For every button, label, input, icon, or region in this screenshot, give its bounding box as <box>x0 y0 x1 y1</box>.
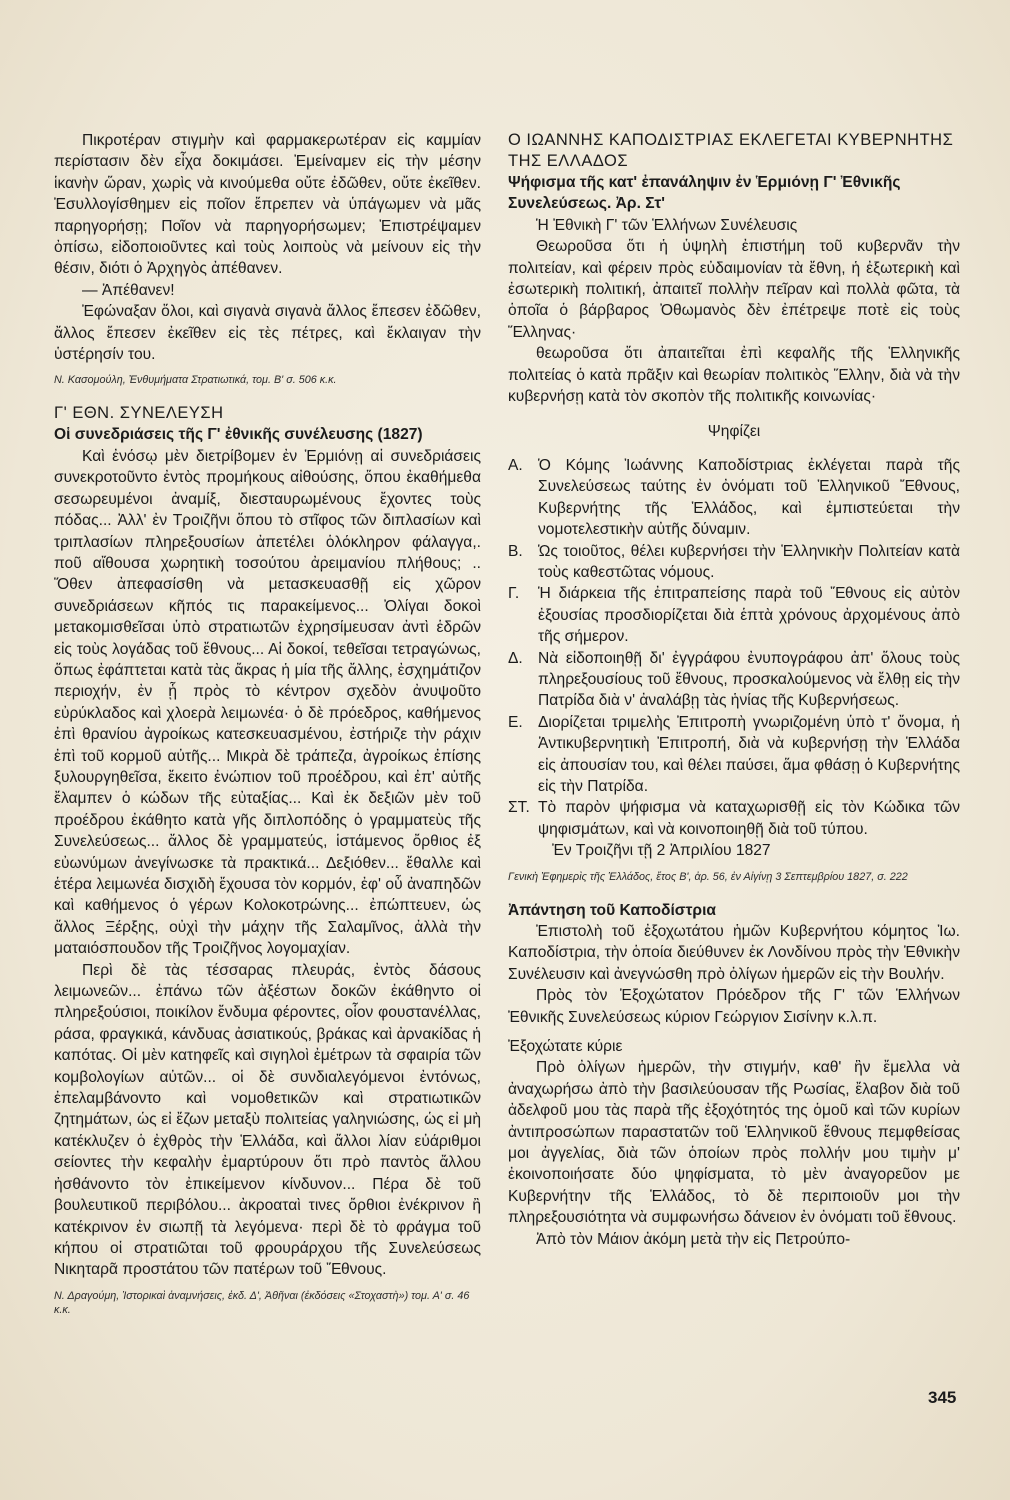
intro-paragraph-3: Ἐφώναξαν ὅλοι, καὶ σιγανὰ σιγανὰ ἄλλος ἔπεσεν ἐδῶθεν, ἄλλος ἔπεσεν ἐκεῖθεν εἰς τὲς πέτρες, καὶ ἔκλαιγαν τὴν ὑστέρησίν του. <box>54 303 481 364</box>
article-st <box>508 797 960 840</box>
decree-intro-1: Ἡ Ἐθνικὴ Γ' τῶν Ἑλλήνων Συνέλευσις <box>536 216 798 234</box>
article-text: Ἡ διάρκεια τῆς ἐπιτραπείσης παρὰ τοῦ Ἔθνους εἰς αὐτὸν ἐξουσίας προσδιορίζεται διὰ ἑπτὰ χρόνους ἀρχομένους ἀπὸ τῆς σήμερον. <box>538 585 960 646</box>
article-label: Ε. <box>508 713 523 731</box>
article-text: Διορίζεται τριμελὴς Ἐπιτροπὴ γνωριζομένη ὑπὸ τ' ὄνομα, ἡ Ἀντικυβερνητικὴ Ἐπιτροπή, διὰ νὰ κυβερνήσῃ τὴν Ἑλλάδα εἰς ἀπουσίαν του, καὶ θέλει παύσει, ἅμα φθάσῃ ὁ Κυβερνήτης εἰς τὴν Πατρίδα. <box>538 713 960 795</box>
subheading-synedriaseis: Οἱ συνεδριάσεις τῆς Γ' ἐθνικῆς συνέλευσης (1827) <box>54 426 423 444</box>
article-text: Ὡς τοιοῦτος, θέλει κυβερνήσει τὴν Ἑλληνικὴν Πολιτείαν κατὰ τοὺς καθεστῶτας νόμους. <box>538 542 960 581</box>
article-d <box>508 648 960 712</box>
article-text: Ὁ Κόμης Ἰωάννης Καποδίστριας ἐκλέγεται παρὰ τῆς Συνελεύσεως ταύτης ἐν ὀνόματι τοῦ Ἑλληνικοῦ Ἔθνους, Κυβερνήτης τῆς Ἑλλάδος, καὶ ἐμπιστεύεται τὴν νομοτελεστικὴν αὐτῆς δύναμιν. <box>538 456 960 539</box>
left-column <box>54 130 481 1333</box>
subheading-apantisi: Ἀπάντηση τοῦ Καποδίστρια <box>508 901 716 919</box>
decree-intro-2: Θεωροῦσα ὅτι ἡ ὑψηλὴ ἐπιστήμη τοῦ κυβερνᾶν τὴν πολιτείαν, καὶ φέρειν πρὸς εὐδαιμονίαν τὰ ἔθνη, ἡ ἐξωτερικὴ καὶ ἐσωτερικὴ πολιτική, ἀπαιτεῖ πολλὴν πεῖραν καὶ πολλὰ φῶτα, τὰ ὁποῖα ὁ βάρβαρος Ὀθωμανὸς δὲν ἐπέτρεψε ποτὲ εἰς τοὺς Ἕλληνας· <box>508 238 960 341</box>
article-label: Β. <box>508 542 523 560</box>
article-g <box>508 583 960 647</box>
article-label: Α. <box>508 456 523 474</box>
section-heading-kapodistrias: Ο ΙΩΑΝΝΗΣ ΚΑΠΟΔΙΣΤΡΙΑΣ ΕΚΛΕΓΕΤΑΙ ΚΥΒΕΡΝΗΤΗΣ ΤΗΣ ΕΛΛΑΔΟΣ <box>508 131 954 170</box>
article-text: Νὰ εἰδοποιηθῇ δι' ἐγγράφου ἐνυπογράφου ἀπ' ὅλους τοὺς πληρεξουσίους τοῦ ἔθνους, προσκαλούμενος νὰ ἔλθῃ εἰς τὴν Πατρίδα διὰ ν' ἀναλάβῃ τὰς ἡνίας τῆς Κυβερνήσεως. <box>538 649 960 710</box>
intro-paragraph-2: — Ἀπέθανεν! <box>82 281 175 299</box>
page-number: 345 <box>928 1388 957 1407</box>
citation-dragoumi: Ν. Δραγούμη, Ἱστορικαὶ ἀναμνήσεις, ἐκδ. Δ', Ἀθῆναι (ἐκδόσεις «Στοχαστὴ») τομ. Α' σ. 46 κ.κ. <box>54 1289 470 1316</box>
citation-kasomouli: Ν. Κασομούλη, Ἐνθυμήματα Στρατιωτικά, τομ. Β' σ. 506 κ.κ. <box>54 374 337 387</box>
citation-efimeris: Γενικὴ Ἐφημερὶς τῆς Ἑλλάδος, ἔτος Β', ἀρ. 56, ἐν Αἰγίνῃ 3 Σεπτεμβρίου 1827, σ. 222 <box>508 870 908 883</box>
body-paragraph-1: Καὶ ἐνόσῳ μὲν διετρίβομεν ἐν Ἑρμιόνῃ αἱ συνεδριάσεις συνεκροτοῦντο ἐντὸς προμήκους αἰθούσης, ὅπου ἐκαθήμεθα σεσωρευμένοι ἀναμίξ, διεσταυρωμένους ἔχοντες τοὺς πόδας... Ἀλλ' ἐν Τροιζῆνι ὅπου τὸ στῖφος τῶν διπλασίων καὶ τριπλασίων πληρεξουσίων ἀπετέλει ὁλόκληρον φάλαγγα,. ποῦ αἴθουσα χωρητικὴ τοσούτου ἀρειμανίου πλήθους; .. Ὅθεν ἀπεφασίσθη νὰ μετασκευασθῇ εἰς χῶρον συνεδριάσεων κῆπός τις παρακείμενος... Ὀλίγαι δοκοὶ μετακομισθεῖσαι ὑπὸ στρατιωτῶν ἐχρησίμευσαν ἀντὶ ἑδρῶν εἰς τοὺς λογάδας τοῦ ἔθνους... Αἱ δοκοί, τεθεῖσαι τετραγώνως, ὅπως ἐφάπτεται κατὰ τὰς ἄκρας ἡ μία τῆς ἄλλης, ἐσχημάτιζον περιοχήν, ἐν ᾗ πρὸς τὸ κέντρον σχεδὸν ἀνυψοῦτο εὐρύκλαδος καὶ χλοερὰ λειμωνέα· ὁ δὲ πρόεδρος, καθήμενος ἐπὶ θρανίου ἀγροίκως κατεσκευασμένου, ἐστήριζε τὴν ράχιν ἐπὶ τοῦ κορμοῦ αὐτῆς... Μικρὰ δὲ τράπεζα, ἀγροίκως ἐπίσης ξυλουργηθεῖσα, ἔκειτο ἐνώπιον τοῦ προέδρου, καὶ ἐπ' αὐτῆς ἔλαμπεν ὁ κώδων τῆς εὐταξίας... Καὶ ἐκ δεξιῶν μὲν τοῦ προέδρου ἐκάθητο κατὰ γῆς διπλοπόδης ὁ γραμματεὺς τῆς Συνελεύσεως... ἄλλος δὲ γραμματεύς, ἱστάμενος ὄρθιος ἐξ εὐωνύμων ἀνεγίνωσκε τὰ πρακτικά... Δεξιόθεν... ἔθαλλε καὶ ἑτέρα λειμωνέα δισχιδὴ ἔχουσα τὸν κορμόν, ἐφ' οὗ ἀναπηδῶν καὶ καθήμενος ὁ γέρων Κολοκοτρώνης... ἐπώπτευεν, ὡς ἄλλος Ξέρξης, οὐχὶ τὴν μάχην τῆς Σαλαμῖνος, ἀλλὰ τὴν ματαιόσπουδον τῆς Τροιζῆνος λογομαχίαν. <box>54 447 481 958</box>
article-label: ΣΤ. <box>508 799 530 817</box>
body-paragraph-2: Περὶ δὲ τὰς τέσσαρας πλευράς, ἐντὸς δάσους λειμωνεῶν... ἐπάνω τῶν ἀξέστων δοκῶν ἐκάθηντο οἱ πληρεξούσιοι, ποικίλον ἔνδυμα φέροντες, οἷον φουστανέλλας, ράσα, φραγκικά, κάνδυας ἀσιατικούς, βράκας καὶ ἀρνακίδας ἡ καπότας. Οἱ μὲν κατηφεῖς καὶ σιγηλοὶ ἐμέτρων τὰ σφαιρία τῶν κομβολογίων αὐτῶν... οἱ δὲ συνδιαλεγόμενοι ἐντόνως, ἐπελαμβάνοντο καὶ νομοθετικῶν καὶ στρατιωτικῶν ζητημάτων, ὡς εἰ ἔζων μεταξὺ πολιτείας γαληνιώσης, ὡς εἰ μὴ κατέκλυζεν ὁ ἐχθρὸς τὴν Ἑλλάδα, καὶ ἄλλοι λίαν εὐάριθμοι σείοντες τὴν κεφαλὴν ἐμαρτύρουν ὅτι πρὸ παντὸς ἄλλου ἠσθάνοντο τὸν ἐπικείμενον κίνδυνον... Πέρα δὲ τοῦ βουλευτικοῦ περιβόλου... ἀκροαταὶ τινες ὄρθιοι ἐνέκρινον ἢ κατέκρινον ἐν σιωπῇ τὰ λεγόμενα· περὶ δὲ τὸ φράγμα τοῦ κήπου οἱ στρατιῶται τοῦ φρουράρχου τῆς Συνελεύσεως Νικηταρᾶ προστάτου τῶν πατέρων τοῦ Ἔθνους. <box>54 961 481 1279</box>
intro-paragraph-1: Πικροτέραν στιγμὴν καὶ φαρμακερωτέραν εἰς καμμίαν περίστασιν δὲν εἶχα δοκιμάσει. Ἐμείναμεν εἰς τὴν μέσην ἱκανὴν ὥραν, χωρὶς νὰ κινούμεθα οὔτε ἐδῶθεν, οὔτε ἐκεῖθεν. Ἐσυλλογίσθημεν εἰς ποῖον ἔπρεπεν νὰ ὑπάγωμεν νὰ μᾶς παρηγορήσῃ; Ποῖον νὰ παρηγορήσωμεν; Ἐπιστρέψαμεν ὀπίσω, εἰδοποιοῦντες καὶ τοὺς λοιποὺς νὰ μείνουν εἰς τὴν θέσιν, διότι ὁ Ἀρχηγὸς ἀπέθανεν. <box>54 132 481 278</box>
right-column <box>508 130 960 1250</box>
article-b <box>508 541 960 584</box>
reply-intro: Ἐπιστολὴ τοῦ ἐξοχωτάτου ἡμῶν Κυβερνήτου κόμητος Ἰω. Καποδίστρια, τὴν ὁποία διεύθυνεν ἐκ Λονδίνου πρὸς τὴν Ἐθνικὴν Συνέλευσιν καὶ ἀνεγνώσθη πρὸ ὀλίγων ἡμερῶν εἰς τὴν Βουλήν. <box>508 923 960 983</box>
reply-addressee: Πρὸς τὸν Ἐξοχώτατον Πρόεδρον τῆς Γ' τῶν Ἑλλήνων Ἐθνικῆς Συνελεύσεως κύριον Γεώργιον Σισίνην κ.λ.π. <box>508 987 960 1026</box>
spacer <box>508 1028 960 1036</box>
article-e <box>508 712 960 798</box>
article-text: Τὸ παρὸν ψήφισμα νὰ καταχωρισθῇ εἰς τὸν Κώδικα τῶν ψηφισμάτων, καὶ νὰ κοινοποιηθῇ διὰ τοῦ τύπου. <box>538 799 960 838</box>
article-label: Δ. <box>508 649 523 667</box>
subheading-psifisma: Ψήφισμα τῆς κατ' ἐπανάληψιν ἐν Ἑρμιόνῃ Γ' Ἐθνικῆς Συνελεύσεως. Ἀρ. Στ' <box>508 174 901 213</box>
letter-greeting: Ἐξοχώτατε κύριε <box>508 1038 623 1056</box>
article-a <box>508 455 960 541</box>
decree-intro-3: θεωροῦσα ὅτι ἀπαιτεῖται ἐπὶ κεφαλῆς τῆς Ἑλληνικῆς πολιτείας ὁ κατὰ πρᾶξιν καὶ θεωρίαν πολιτικὸς Ἕλλην, διὰ νὰ τὴν κυβερνήσῃ κατὰ τὸν σκοπὸν τῆς πολιτικῆς κοινωνίας· <box>508 345 960 406</box>
decree-signoff: Ἐν Τροιζῆνι τῇ 2 Ἀπριλίου 1827 <box>552 842 771 860</box>
article-label: Γ. <box>508 585 520 603</box>
letter-paragraph-2: Ἀπὸ τὸν Μάιον ἀκόμη μετὰ τὴν εἰς Πετρούπο- <box>536 1230 851 1248</box>
letter-paragraph-1: Πρὸ ὀλίγων ἡμερῶν, τὴν στιγμήν, καθ' ἣν ἔμελλα νὰ ἀναχωρήσω ἀπὸ τὴν βασιλεύουσαν τῆς Ρωσίας, ἔλαβον διὰ τοῦ ἀδελφοῦ μου τὰς παρὰ τῆς ἐξοχότητός της ὁμοῦ καὶ τῶν κυρίων ἀντιπροσώπων παραστατῶν τοῦ Ἑλληνικοῦ ἔθνους πεμφθείσας μοι ἀγγελίας, διὰ τῶν ὁποίων πρὸς πολλήν μου τιμὴν μ' ἐκοινοποιήσατε δύο ψηφίσματα, τὸ μὲν ἀναγορεῦον με Κυβερνήτην τῆς Ἑλλάδος, τὸ δὲ περιποιοῦν μοι τὴν πληρεξουσιότητα νὰ συμφωνήσω δάνειον ἐν ὀνόματι τοῦ ἔθνους. <box>508 1059 960 1227</box>
section-heading-g-ethn-synelefsi: Γ' ΕΘΝ. ΣΥΝΕΛΕΥΣΗ <box>54 404 224 423</box>
psifizei-heading: Ψηφίζει <box>707 423 761 441</box>
